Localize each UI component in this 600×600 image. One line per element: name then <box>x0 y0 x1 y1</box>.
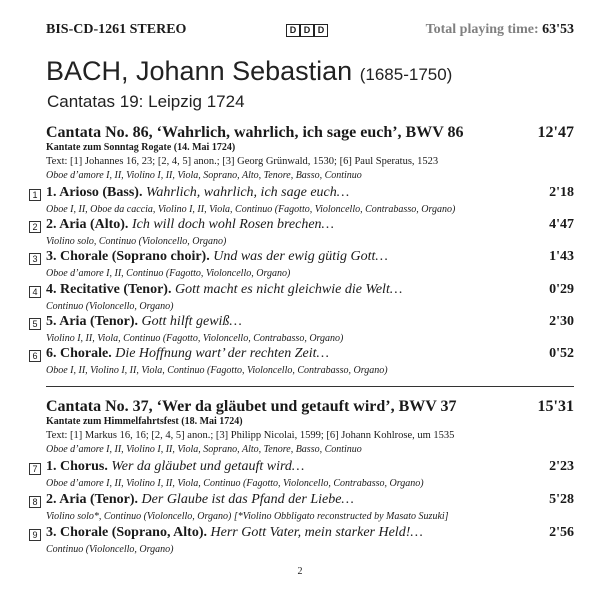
cantata-occasion: Kantate zum Himmelfahrtsfest (18. Mai 1724) <box>46 416 243 427</box>
ddd-letter: D <box>314 24 328 37</box>
track-duration: 5'28 <box>549 492 574 507</box>
track-title <box>46 217 334 233</box>
movement-label: 1. Arioso (Bass). <box>46 185 143 200</box>
cantata-text-sources: Text: [1] Markus 16, 16; [2, 4, 5] anon.; [3] Philipp Nicolai, 1599; [6] Johann Kohlrose, um 1535 <box>46 430 455 441</box>
incipit: Wer da gläubet und getauft wird… <box>111 459 305 474</box>
movement-label: 2. Aria (Alto). <box>46 217 129 232</box>
track-duration: 0'29 <box>549 282 574 297</box>
track-title <box>46 346 329 362</box>
track-duration: 2'56 <box>549 525 574 540</box>
page-number: 2 <box>297 566 303 577</box>
movement-label: 4. Recitative (Tenor). <box>46 282 172 297</box>
movement-label: 3. Chorale (Soprano, Alto). <box>46 525 207 540</box>
total-playing-time <box>426 22 574 38</box>
track-instrumentation: Oboe I, II, Violino I, II, Viola, Continuo (Fagotto, Violoncello, Contrabasso, Organo) <box>46 365 388 376</box>
ddd-code-badge <box>286 24 328 37</box>
track-number: 7 <box>29 463 41 475</box>
incipit: Gott macht es nicht gleichwie die Welt… <box>174 282 403 297</box>
track-duration: 2'18 <box>549 185 574 200</box>
track-number: 4 <box>29 286 41 298</box>
cantata-occasion: Kantate zum Sonntag Rogate (14. Mai 1724) <box>46 142 236 153</box>
track-number: 3 <box>29 253 41 265</box>
track-title <box>46 459 304 475</box>
track-instrumentation: Violino solo, Continuo (Violoncello, Organo) <box>46 236 227 247</box>
cantata-instrumentation: Oboe d’amore I, II, Violino I, II, Viola, Soprano, Alto, Tenore, Basso, Continuo <box>46 444 362 455</box>
track-instrumentation: Continuo (Violoncello, Organo) <box>46 544 174 555</box>
track-title <box>46 249 388 265</box>
track-title <box>46 282 402 298</box>
track-number: 2 <box>29 221 41 233</box>
track-number: 8 <box>29 496 41 508</box>
track-number: 1 <box>29 189 41 201</box>
incipit: Und was der ewig gütig Gott… <box>213 249 388 264</box>
incipit: Die Hoffnung wart’ der rechten Zeit… <box>115 346 329 361</box>
total-playing-time-label: Total playing time: <box>425 22 539 37</box>
album-subtitle: Cantatas 19: Leipzig 1724 <box>47 92 245 111</box>
cantata-duration: 12'47 <box>537 124 574 141</box>
header <box>46 22 574 42</box>
movement-label: 2. Aria (Tenor). <box>46 492 139 507</box>
incipit: Ich will doch wohl Rosen brechen… <box>131 217 334 232</box>
ddd-letter: D <box>286 24 300 37</box>
track-instrumentation: Oboe d’amore I, II, Continuo (Fagotto, Violoncello, Organo) <box>46 268 291 279</box>
track-instrumentation: Continuo (Violoncello, Organo) <box>46 301 174 312</box>
cantata-instrumentation: Oboe d’amore I, II, Violino I, II, Viola, Soprano, Alto, Tenore, Basso, Continuo <box>46 170 362 181</box>
track-number: 5 <box>29 318 41 330</box>
track-duration: 0'52 <box>549 346 574 361</box>
track-number: 6 <box>29 350 41 362</box>
track-duration: 2'30 <box>549 314 574 329</box>
track-title <box>46 314 242 330</box>
track-instrumentation: Violino I, II, Viola, Continuo (Fagotto, Violoncello, Contrabasso, Organo) <box>46 333 344 344</box>
cantata-text-sources: Text: [1] Johannes 16, 23; [2, 4, 5] anon.; [3] Georg Grünwald, 1530; [6] Paul Speratus, 1523 <box>46 156 439 167</box>
composer-name: BACH, Johann Sebastian <box>46 56 353 86</box>
track-title <box>46 185 349 201</box>
incipit: Wahrlich, wahrlich, ich sage euch… <box>145 185 350 200</box>
catalogue-number: BIS-CD-1261 STEREO <box>46 22 187 37</box>
incipit: Der Glaube ist das Pfand der Liebe… <box>141 492 354 507</box>
track-duration: 2'23 <box>549 459 574 474</box>
total-playing-time-value: 63'53 <box>542 22 574 37</box>
track-number: 9 <box>29 529 41 541</box>
cantata-duration: 15'31 <box>537 398 574 415</box>
section-divider <box>46 386 574 387</box>
movement-label: 1. Chorus. <box>46 459 108 474</box>
composer-heading <box>46 56 452 87</box>
incipit: Gott hilft gewiß… <box>141 314 242 329</box>
track-duration: 4'47 <box>549 217 574 232</box>
movement-label: 6. Chorale. <box>46 346 112 361</box>
track-instrumentation: Oboe I, II, Oboe da caccia, Violino I, II, Viola, Continuo (Fagotto, Violoncello, Contrabasso, Organo) <box>46 204 456 215</box>
movement-label: 3. Chorale (Soprano choir). <box>46 249 210 264</box>
track-duration: 1'43 <box>549 249 574 264</box>
track-title <box>46 492 354 508</box>
cantata-title: Cantata No. 86, ‘Wahrlich, wahrlich, ich sage euch’, BWV 86 <box>46 124 464 141</box>
track-instrumentation: Violino solo*, Continuo (Violoncello, Organo) [*Violino Obbligato reconstructed by Masato Suzuki] <box>46 511 449 522</box>
track-instrumentation: Oboe d’amore I, II, Violino I, II, Viola, Continuo (Fagotto, Violoncello, Contrabasso, Organo) <box>46 478 424 489</box>
incipit: Herr Gott Vater, mein starker Held!… <box>210 525 423 540</box>
ddd-letter: D <box>300 24 314 37</box>
movement-label: 5. Aria (Tenor). <box>46 314 139 329</box>
cantata-title: Cantata No. 37, ‘Wer da gläubet und getauft wird’, BWV 37 <box>46 398 457 415</box>
composer-dates: (1685-1750) <box>359 65 453 84</box>
track-title <box>46 525 423 541</box>
